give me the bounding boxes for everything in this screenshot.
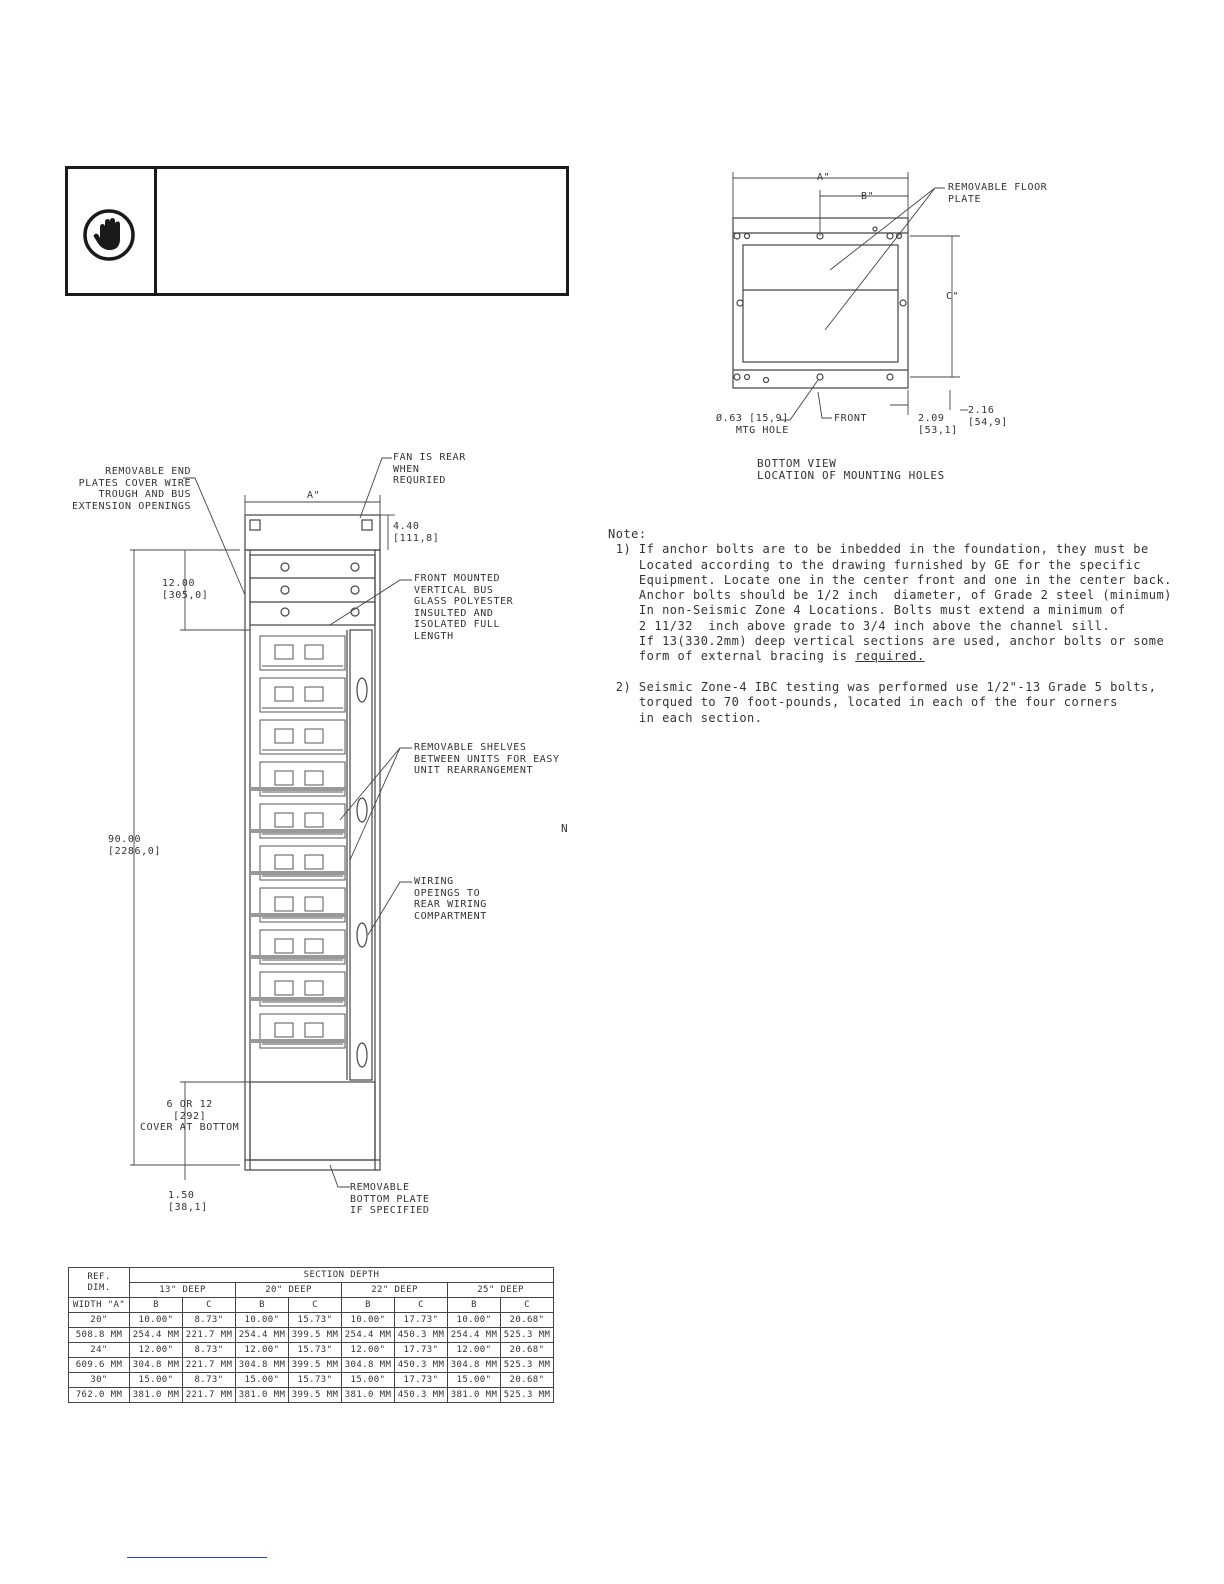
table-ref-dim: REF. DIM. — [69, 1268, 130, 1298]
label-wiring: WIRING OPEINGS TO REAR WIRING COMPARTMENT — [414, 876, 487, 922]
label-front: FRONT — [834, 413, 868, 424]
label-dim-216: 2.16 [54,9] — [968, 405, 1008, 428]
table-body — [69, 1313, 554, 1403]
table-sub-col: C — [501, 1298, 554, 1313]
label-dim-150: 1.50 [38,1] — [168, 1190, 208, 1213]
cabinet-outline — [245, 550, 380, 1170]
table-cell: 12.00" — [448, 1343, 501, 1358]
table-cell: 15.73" — [289, 1313, 342, 1328]
label-mtg-hole: Ø.63 [15,9] MTG HOLE — [716, 413, 789, 436]
label-shelves: REMOVABLE SHELVES BETWEEN UNITS FOR EASY UNIT REARRANGEMENT — [414, 742, 560, 776]
table-sub-col: C — [183, 1298, 236, 1313]
table-cell: 20.68" — [501, 1343, 554, 1358]
table-cell: 221.7 MM — [183, 1328, 236, 1343]
label-cover-bottom: 6 OR 12 [292] COVER AT BOTTOM — [140, 1099, 240, 1133]
label-width-a: A" — [307, 490, 321, 501]
label-dim-12: 12.00 [305,0] — [162, 578, 209, 601]
table-cell: 399.5 MM — [289, 1358, 342, 1373]
table-cell: 17.73" — [395, 1313, 448, 1328]
label-end-plates: REMOVABLE END PLATES COVER WIRE TROUGH AND BUS EXTENSION OPENINGS — [72, 466, 192, 512]
table-cell: 12.00" — [130, 1343, 183, 1358]
table-cell: 12.00" — [236, 1343, 289, 1358]
label-c: C" — [946, 291, 960, 302]
note-item-1: 1) If anchor bolts are to be inbedded in the foundation, they must be Located according to the drawing furnished by GE for the specific Equipment. Locate one in the center front and one in the center back. Anchor bolts should be 1/2 inch diameter, of Grade 2 steel (minimum) In non-Seismic Zone 4 Locations. Bolts must extend a minimum of 2 11/32 inch above grade to 3/4 inch above the channel sill. If 13(330.2mm) deep vertical sections are used, anchor bolts or some form of external bracing is — [615, 542, 1172, 664]
bottom-view-caption: BOTTOM VIEW LOCATION OF MOUNTING HOLES — [757, 457, 945, 482]
label-vertical-bus: FRONT MOUNTED VERTICAL BUS GLASS POLYESTER INSULTED AND ISOLATED FULL LENGTH — [414, 573, 514, 642]
notice-divider — [154, 169, 157, 293]
table-sub-col: B — [448, 1298, 501, 1313]
note-block — [608, 527, 1172, 726]
table-cell: 304.8 MM — [236, 1358, 289, 1373]
table-cell: 254.4 MM — [236, 1328, 289, 1343]
table-sub-col: B — [236, 1298, 289, 1313]
table-cell: 12.00" — [342, 1343, 395, 1358]
table-cell: 15.00" — [448, 1373, 501, 1388]
table-cell: 20.68" — [501, 1313, 554, 1328]
table-cell: 254.4 MM — [448, 1328, 501, 1343]
vertical-bus — [350, 630, 372, 1080]
table-cell: 399.5 MM — [289, 1388, 342, 1403]
table-cell: 762.0 MM — [69, 1388, 130, 1403]
label-dim-90: 90.00 [2286,0] — [108, 834, 161, 857]
table-depth-25: 25" DEEP — [448, 1283, 554, 1298]
top-channel — [245, 515, 380, 550]
table-cell: 525.3 MM — [501, 1328, 554, 1343]
label-bottom-plate: REMOVABLE BOTTOM PLATE IF SPECIFIED — [350, 1182, 430, 1216]
table-cell: 8.73" — [183, 1313, 236, 1328]
bottom-view-drawing — [700, 170, 1040, 440]
table-cell: 381.0 MM — [342, 1388, 395, 1403]
table-cell: 15.00" — [130, 1373, 183, 1388]
table-depth-20: 20" DEEP — [236, 1283, 342, 1298]
table-cell: 30" — [69, 1373, 130, 1388]
note-heading: Note: — [608, 527, 647, 541]
table-cell: 254.4 MM — [130, 1328, 183, 1343]
table-cell: 450.3 MM — [395, 1388, 448, 1403]
table-cell: 381.0 MM — [130, 1388, 183, 1403]
label-floor-plate: REMOVABLE FLOOR PLATE — [948, 182, 1048, 205]
table-cell: 221.7 MM — [183, 1358, 236, 1373]
unit-shelves — [250, 636, 347, 1048]
table-row — [69, 1373, 554, 1388]
table-sub-col: B — [130, 1298, 183, 1313]
table-sub-col: B — [342, 1298, 395, 1313]
table-row — [69, 1328, 554, 1343]
table-cell: 15.00" — [342, 1373, 395, 1388]
section-depth-table — [68, 1267, 554, 1403]
label-dim-209: 2.09 [53,1] — [918, 413, 958, 436]
note-item-2: 2) Seismic Zone-4 IBC testing was performed use 1/2"-13 Grade 5 bolts, torqued to 70 foot-pounds, located in each of the four corners in each section. — [615, 679, 1157, 725]
table-cell: 10.00" — [448, 1313, 501, 1328]
table-cell: 525.3 MM — [501, 1358, 554, 1373]
table-cell: 15.73" — [289, 1343, 342, 1358]
table-depth-22: 22" DEEP — [342, 1283, 448, 1298]
table-row — [69, 1388, 554, 1403]
table-row — [69, 1313, 554, 1328]
table-section-depth: SECTION DEPTH — [130, 1268, 554, 1283]
table-cell: 20.68" — [501, 1373, 554, 1388]
label-a: A" — [817, 172, 831, 183]
table-cell: 15.00" — [236, 1373, 289, 1388]
table-row — [69, 1358, 554, 1373]
floor-plate — [743, 245, 898, 362]
table-cell: 609.6 MM — [69, 1358, 130, 1373]
label-b: B" — [861, 191, 875, 202]
table-cell: 10.00" — [342, 1313, 395, 1328]
stray-mark: N — [561, 822, 568, 835]
bottom-cover — [250, 1082, 375, 1160]
table-cell: 10.00" — [130, 1313, 183, 1328]
table-row — [69, 1343, 554, 1358]
table-cell: 381.0 MM — [236, 1388, 289, 1403]
table-cell: 17.73" — [395, 1373, 448, 1388]
hand-stop-icon — [82, 208, 136, 262]
table-cell: 8.73" — [183, 1373, 236, 1388]
table-width-label: WIDTH "A" — [69, 1298, 130, 1313]
footer-link-underline — [127, 1557, 267, 1558]
table-cell: 304.8 MM — [448, 1358, 501, 1373]
front-view-drawing — [0, 440, 600, 1240]
table-sub-col: C — [289, 1298, 342, 1313]
label-dim-top: 4.40 [111,8] — [393, 521, 440, 544]
table-cell: 304.8 MM — [130, 1358, 183, 1373]
notice-box — [65, 166, 569, 296]
table-cell: 399.5 MM — [289, 1328, 342, 1343]
table-cell: 304.8 MM — [342, 1358, 395, 1373]
table-cell: 15.73" — [289, 1373, 342, 1388]
table-cell: 221.7 MM — [183, 1388, 236, 1403]
bus-section — [250, 555, 375, 625]
table-cell: 450.3 MM — [395, 1358, 448, 1373]
table-cell: 17.73" — [395, 1343, 448, 1358]
table-cell: 20" — [69, 1313, 130, 1328]
note-item-1-underlined: required. — [855, 649, 925, 664]
table-depth-13: 13" DEEP — [130, 1283, 236, 1298]
table-cell: 24" — [69, 1343, 130, 1358]
table-cell: 254.4 MM — [342, 1328, 395, 1343]
table-sub-col: C — [395, 1298, 448, 1313]
table-cell: 381.0 MM — [448, 1388, 501, 1403]
table-cell: 10.00" — [236, 1313, 289, 1328]
table-cell: 8.73" — [183, 1343, 236, 1358]
table-cell: 450.3 MM — [395, 1328, 448, 1343]
table-cell: 508.8 MM — [69, 1328, 130, 1343]
label-fan: FAN IS REAR WHEN REQURIED — [393, 452, 466, 486]
table-cell: 525.3 MM — [501, 1388, 554, 1403]
